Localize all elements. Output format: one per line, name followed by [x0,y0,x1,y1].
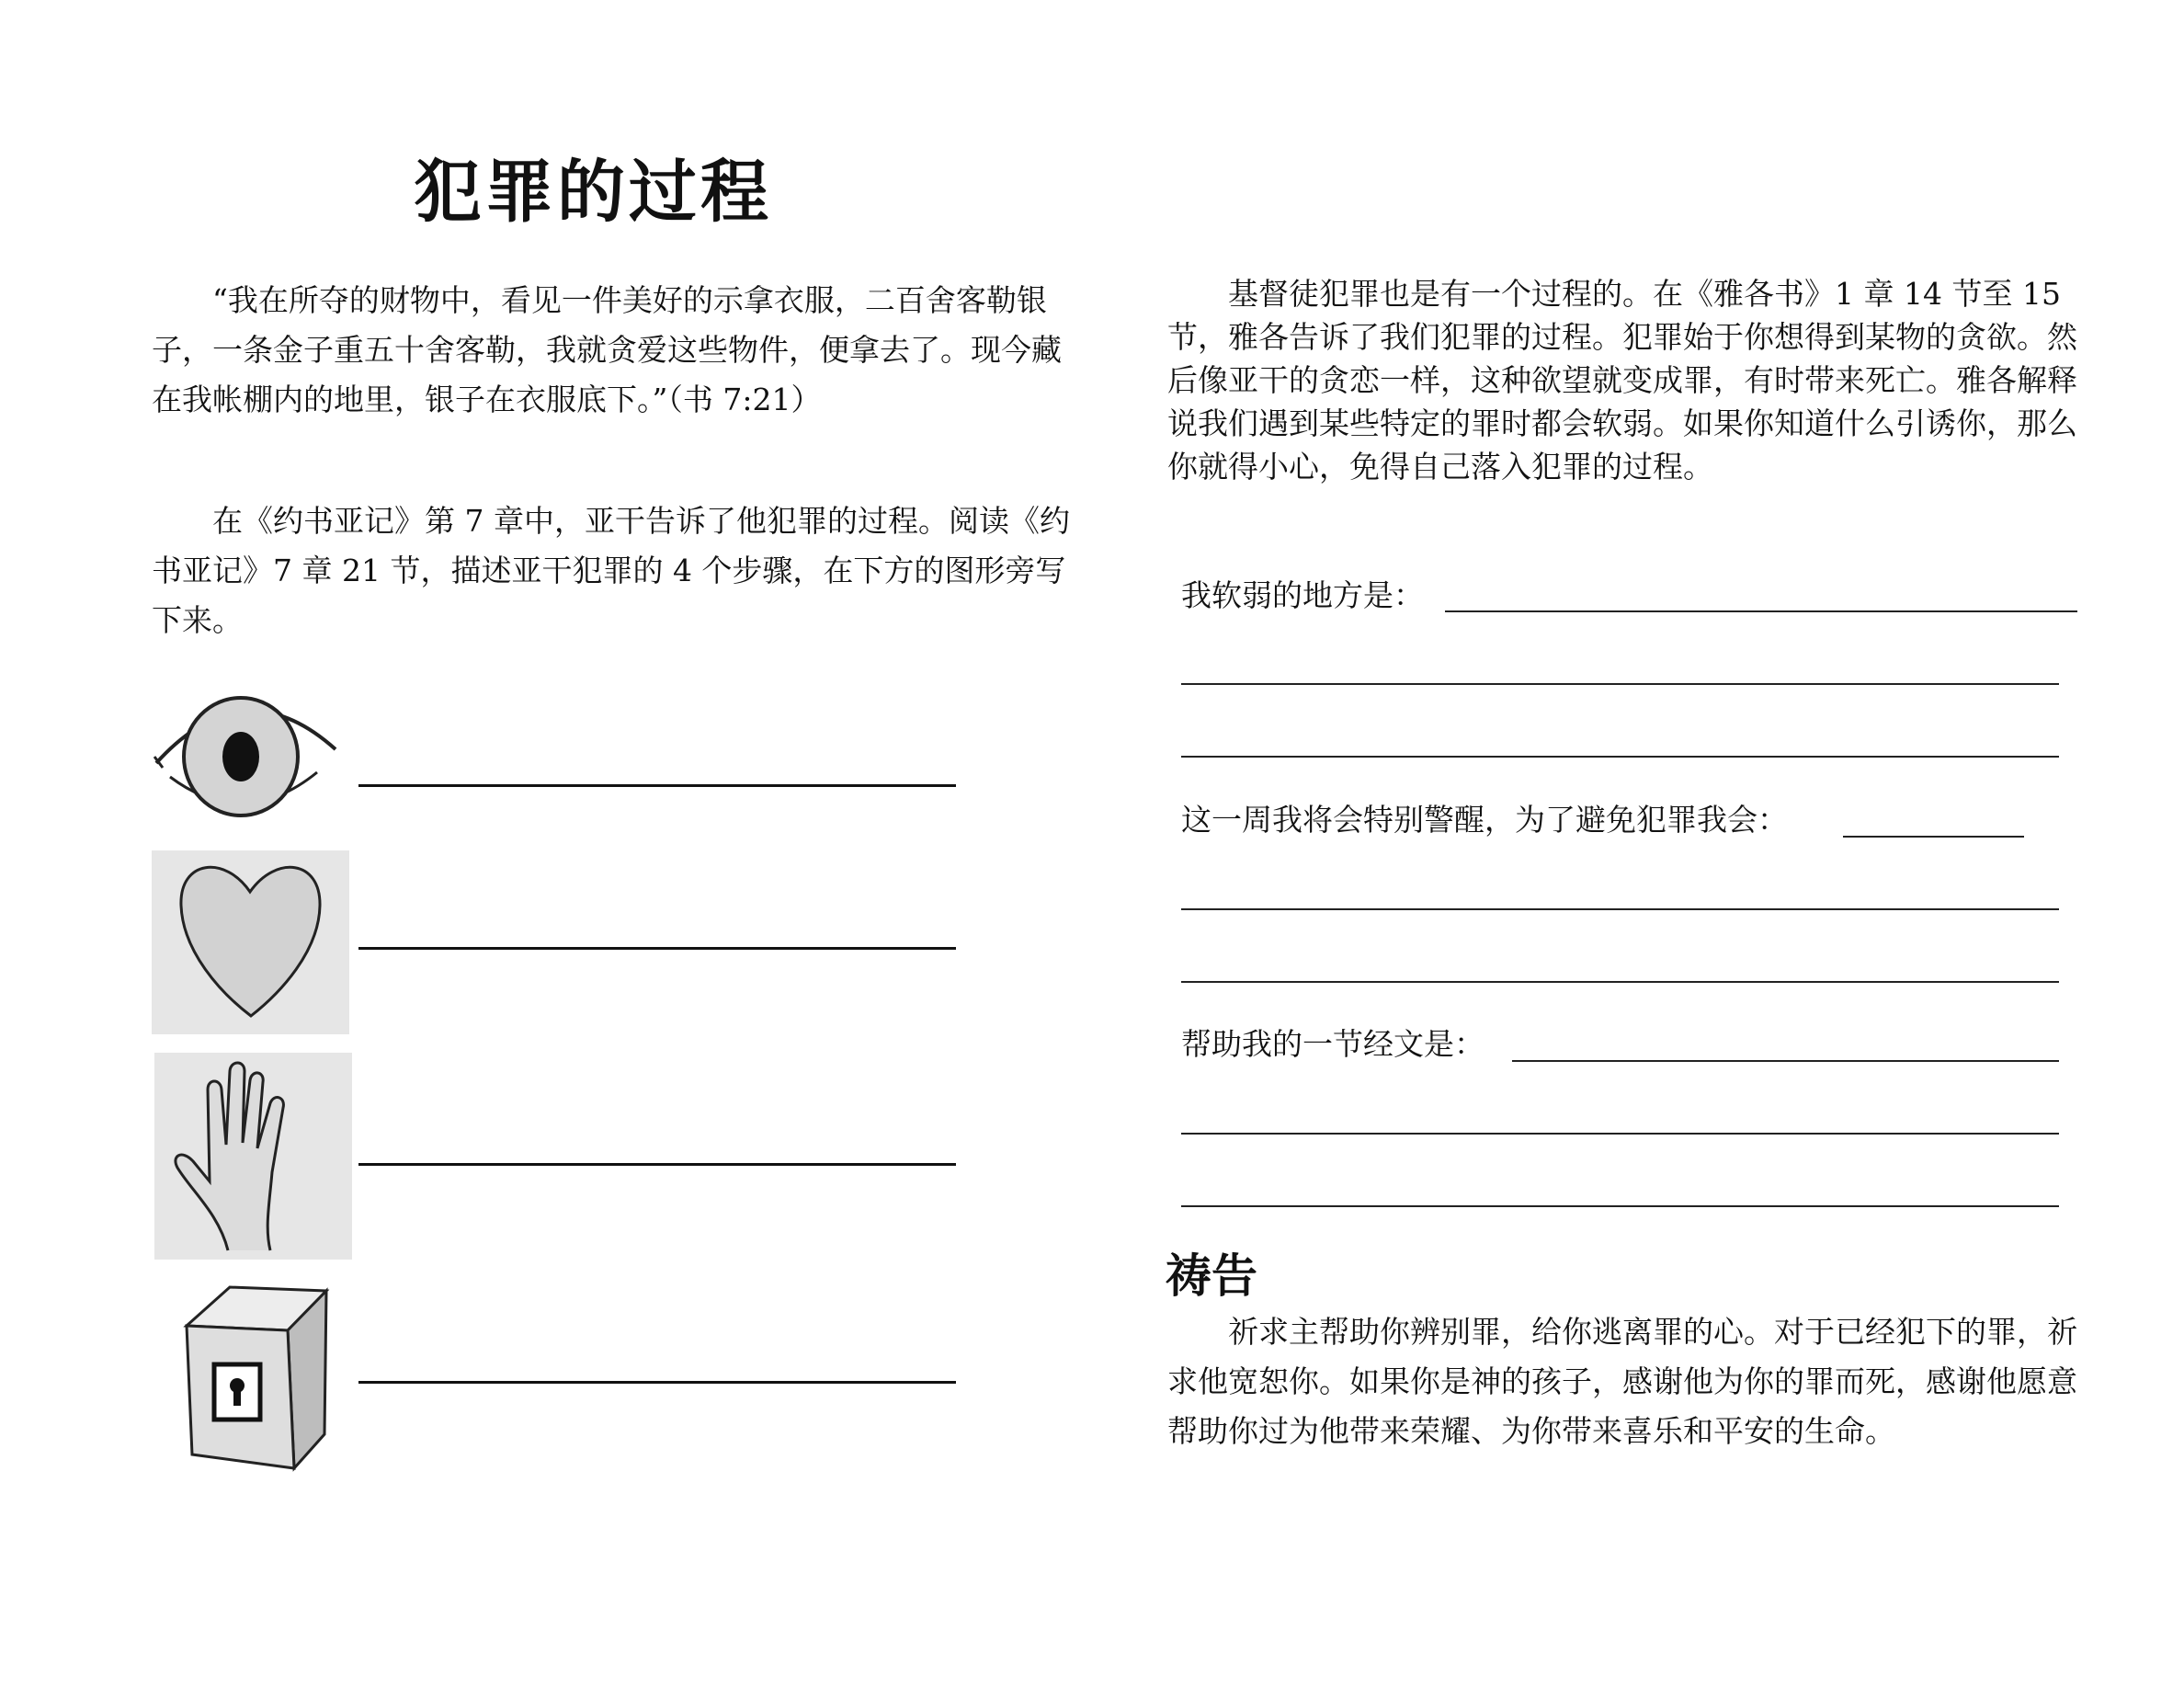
verse-line-2[interactable] [1181,1133,2059,1135]
page-title: 犯罪的过程 [414,153,772,232]
step2-answer-line[interactable] [358,947,956,950]
instructions-paragraph: 在《约书亚记》第 7 章中，亚干告诉了他犯罪的过程。阅读《约书亚记》7 章 21 节，描述亚干犯罪的 4 个步骤，在下方的图形旁写下来。 [152,503,1070,638]
prayer-paragraph: 祈求主帮助你辨别罪，给你逃离罪的心。对于已经犯下的罪，祈求他宽恕你。如果你是神的孩子，感谢他为你的罪而死，感谢他愿意帮助你过为他带来荣耀、为你带来喜乐和平安的生命。 [1167,1314,2077,1449]
watch-plan-label: 这一周我将会特别警醒，为了避免犯罪我会： [1181,802,1788,838]
box-icon [179,1280,331,1473]
verse-line-3[interactable] [1181,1205,2059,1207]
scripture-quote: “我在所夺的财物中，看见一件美好的示拿衣服，二百舍客勒银子，一条金子重五十舍客勒，我就贪爱这些物件，便拿去了。现今藏在我帐棚内的地里，银子在衣服底下。”（书 7:21） [152,282,1062,417]
watch-plan-line[interactable] [1843,836,2024,838]
weak-area-line[interactable] [1445,610,2077,612]
watch-plan-line-3[interactable] [1181,981,2059,983]
step1-answer-line[interactable] [358,784,956,787]
weak-area-line-3[interactable] [1181,756,2059,758]
hand-icon [154,1053,352,1260]
watch-plan-line-2[interactable] [1181,908,2059,910]
step3-answer-line[interactable] [358,1163,956,1166]
verse-label: 帮助我的一节经文是： [1181,1026,1484,1062]
prayer-heading: 祷告 [1166,1249,1257,1303]
intro-paragraph: 基督徒犯罪也是有一个过程的。在《雅各书》1 章 14 节至 15 节，雅各告诉了我们犯罪的过程。犯罪始于你想得到某物的贪欲。然后像亚干的贪恋一样，这种欲望就变成罪，有时带来死亡。雅各解释说我们遇到某些特定的罪时都会软弱。如果你知道什么引诱你，那么你就得小心，免得自己落入犯罪的过程。 [1167,276,2077,485]
eye-icon [152,685,340,823]
weak-area-label: 我软弱的地方是： [1181,577,1424,613]
weak-area-line-2[interactable] [1181,683,2059,685]
step4-answer-line[interactable] [358,1381,956,1384]
verse-line[interactable] [1512,1060,2059,1062]
heart-icon [152,850,349,1034]
